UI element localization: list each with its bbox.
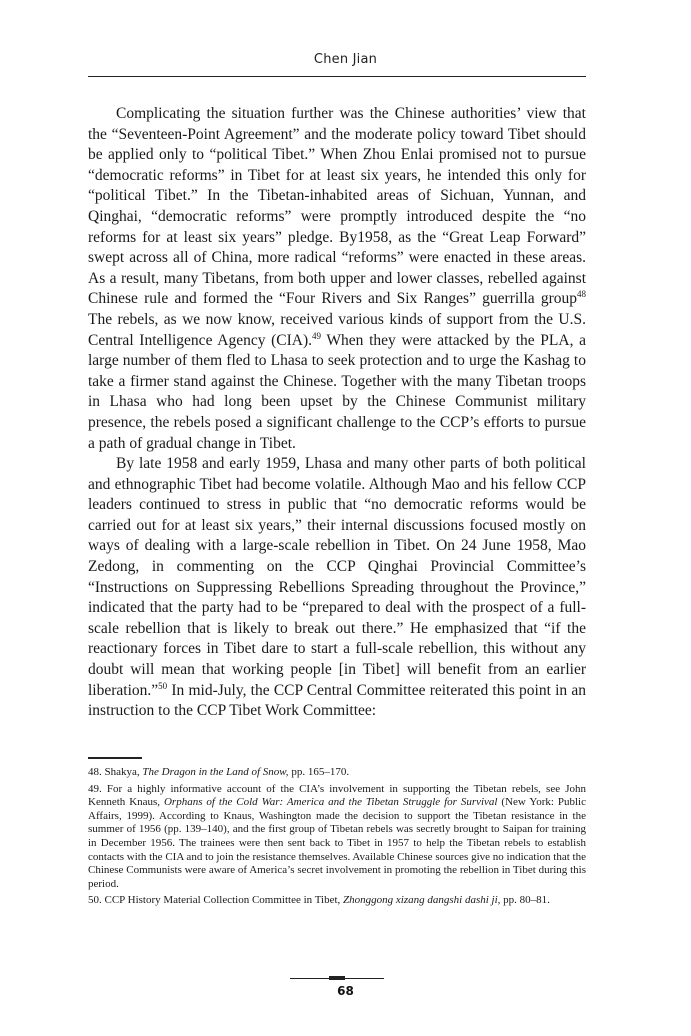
text-run: 50. CCP History Material Collection Committee in Tibet,: [88, 894, 344, 907]
footnote-48: [88, 766, 586, 780]
text-run: When they were attacked by the PLA, a large number of them fled to Lhasa to seek protection and to urge the Kashag to take a firmer stand against the Chinese. Together with the many Tibetan troops in Lhasa who had long been upset by the Chinese Communist military presence, the rebels posed a significant challenge to the CCP’s efforts to pursue a path of gradual change in Tibet.: [88, 331, 586, 452]
text-run: pp. 80–81.: [500, 894, 550, 907]
body-text: [88, 104, 586, 722]
footnotes: [88, 766, 586, 911]
footer-rule-mark: [329, 976, 345, 980]
body-paragraph: [88, 104, 586, 454]
citation-title: Orphans of the Cold War: America and the Tibetan Struggle for Survival: [163, 796, 498, 809]
header-rule: [88, 76, 586, 77]
footnote-ref-49[interactable]: 49: [312, 330, 322, 341]
running-head: Chen Jian: [313, 52, 378, 67]
citation-title: Zhonggong xizang dangshi dashi ji,: [343, 894, 501, 907]
text-run: 49. For a highly informative account of the CIA’s involvement in supporting the Tibetan rebels, see John Kenneth Knaus,: [88, 782, 586, 809]
footnote-ref-50[interactable]: 50: [158, 680, 168, 691]
text-run: 48. Shakya,: [88, 766, 143, 778]
footnote-ref-48[interactable]: 48: [577, 289, 586, 300]
text-run: (New York: Public Affairs, 1999). According to Knaus, Washington made the decision to support the Tibetan resistance in the summer of 1956 (pp. 139–140), and the first group of Tibetan rebels was secretly brought to Saipan for training in December 1956. The trainees were then sent back to Tibet in 1957 to help the Tibetan rebels to establish contacts with the CIA and to join the resistance themselves. Available Chinese sources give no indication that the Chinese Communists were aware of America’s secret involvement in promoting the rebellion in Tibet during this period.: [88, 796, 586, 890]
footnote-separator: [88, 757, 142, 759]
text-run: By late 1958 and early 1959, Lhasa and many other parts of both political and ethnographic Tibet had become volatile. Although Mao and his fellow CCP leaders continued to stress in public that “no democratic reforms would be carried out for at least six years,” their internal discussions focused mostly on ways of dealing with a large-scale rebellion in Tibet. On 24 June 1958, Mao Zedong, in commenting on the CCP Qinghai Provincial Committee’s “Instructions on Suppressing Rebellions Spreading throughout the Province,” indicated that the party had to be “prepared to deal with the prospect of a full-scale rebellion that is likely to break out there.” He emphasized that “if the reactionary forces in Tibet dare to start a full-scale rebellion, this without any doubt will mean that working people [in Tibet] will benefit from an earlier liberation.”: [88, 455, 586, 699]
citation-title: The Dragon in the Land of Snow,: [142, 766, 289, 778]
body-paragraph: [88, 454, 586, 722]
page-number: 68: [337, 984, 354, 998]
text-run: In mid-July, the CCP Central Committee reiterated this point in an instruction to the CCP Tibet Work Committee:: [88, 681, 586, 720]
text-run: Complicating the situation further was the Chinese authorities’ view that the “Seventeen-Point Agreement” and the moderate policy toward Tibet should be applied only to “political Tibet.” When Zhou Enlai promised not to pursue “democratic reforms” in Tibet for at least six years, he intended this only for “political Tibet.” In the Tibetan-inhabited areas of Sichuan, Yunnan, and Qinghai, “democratic reforms” were promptly introduced despite the “no reforms for at least six years” pledge. By1958, as the “Great Leap Forward” swept across all of China, more radical “reforms” were enacted in these areas. As a result, many Tibetans, from both upper and lower classes, rebelled against Chinese rule and formed the “Four Rivers and Six Ranges” guerrilla group: [88, 105, 586, 308]
text-run: pp. 165–170.: [288, 766, 350, 778]
footnote-50: [88, 894, 586, 908]
footnote-49: [88, 783, 586, 892]
text-run: The rebels, as we now know, received various kinds of support from the U.S. Central Intelligence Agency (CIA).: [88, 310, 586, 349]
